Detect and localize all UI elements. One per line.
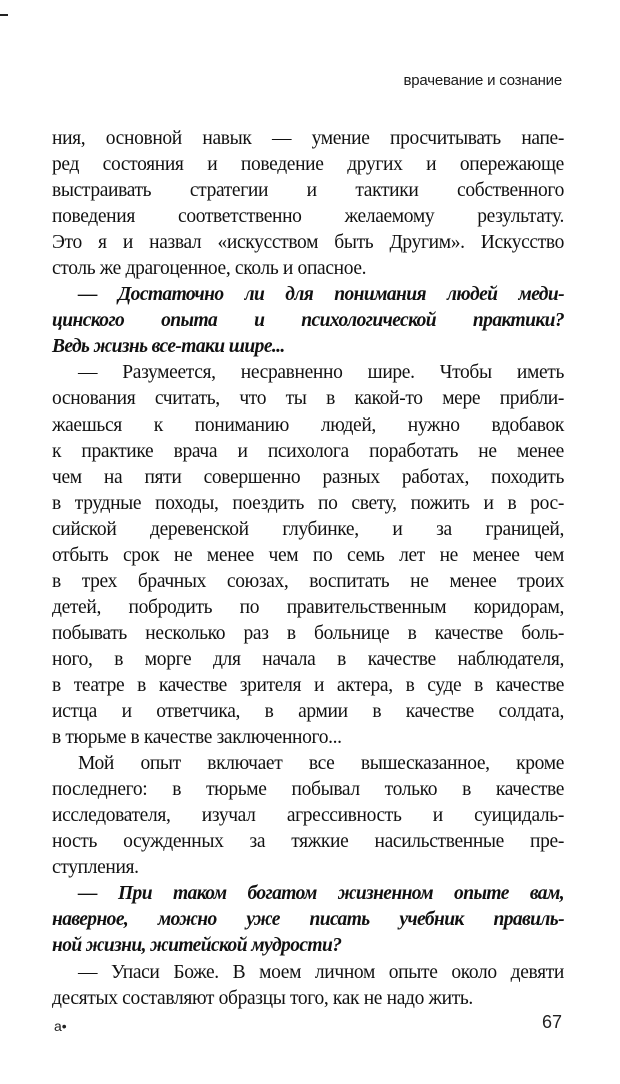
- text-line: истца и ответчика, в армии в качестве солдата,: [52, 701, 564, 723]
- text-line: Мой опыт включает все вышесказанное, кроме: [78, 753, 564, 775]
- running-head: врачевание и сознание: [403, 72, 562, 89]
- text-line: жаешься к пониманию людей, нужно вдобавок: [52, 414, 564, 436]
- text-line: ред состояния и поведение других и опережающе: [52, 154, 564, 176]
- signature-mark: a•: [54, 1018, 67, 1034]
- question-line: наверное, можно уже писать учебник правиль-: [52, 909, 564, 931]
- text-line: — Упаси Боже. В моем личном опыте около девяти: [78, 961, 564, 983]
- text-line: Это я и назвал «искусством быть Другим». Искусство: [52, 232, 564, 254]
- text-line: столь же драгоценное, сколь и опасное.: [52, 258, 367, 280]
- text-line: чем на пяти совершенно разных работах, походить: [52, 466, 564, 488]
- text-line: десятых составляют образцы того, как не надо жить.: [52, 987, 473, 1009]
- scan-corner-mark: [0, 14, 8, 16]
- question-line: цинского опыта и психологической практики?: [52, 310, 564, 332]
- text-line: в трех брачных союзах, воспитать не менее троих: [52, 570, 564, 592]
- text-line: побывать несколько раз в больнице в качестве боль-: [52, 622, 564, 644]
- text-line: ния, основной навык — умение просчитывать напе-: [52, 128, 564, 149]
- text-line: — Разумеется, несравненно шире. Чтобы иметь: [78, 362, 564, 384]
- question-line: Ведь жизнь все-таки шире...: [52, 336, 285, 358]
- question-line: — Достаточно ли для понимания людей меди-: [78, 284, 564, 306]
- text-line: детей, побродить по правительственным коридорам,: [52, 596, 564, 618]
- text-line: последнего: в тюрьме побывал только в качестве: [52, 779, 564, 801]
- text-line: ступления.: [52, 857, 139, 879]
- page-number: 67: [541, 1012, 562, 1032]
- text-line: отбыть срок не менее чем по семь лет не менее чем: [52, 544, 564, 566]
- body-text: [52, 126, 564, 1012]
- text-line: поведения соответственно желаемому результату.: [52, 206, 564, 228]
- text-line: в тюрьме в качестве заключенного...: [52, 727, 342, 749]
- text-line: к практике врача и психолога поработать не менее: [52, 440, 564, 462]
- text-line: сийской деревенской глубинке, и за границей,: [52, 518, 564, 540]
- text-line: исследователя, изучал агрессивность и суицидаль-: [52, 805, 564, 827]
- text-line: в театре в качестве зрителя и актера, в суде в качестве: [52, 674, 564, 696]
- text-line: в трудные походы, поездить по свету, пожить и в рос-: [52, 492, 564, 514]
- text-line: основания считать, что ты в какой-то мере прибли-: [52, 388, 564, 410]
- question-line: ной жизни, житейской мудрости?: [52, 935, 342, 957]
- text-line: ного, в морге для начала в качестве наблюдателя,: [52, 648, 564, 670]
- question-line: — При таком богатом жизненном опыте вам,: [78, 883, 564, 905]
- text-line: ность осужденных за тяжкие насильственные пре-: [52, 831, 564, 853]
- text-line: выстраивать стратегии и тактики собственного: [52, 180, 564, 202]
